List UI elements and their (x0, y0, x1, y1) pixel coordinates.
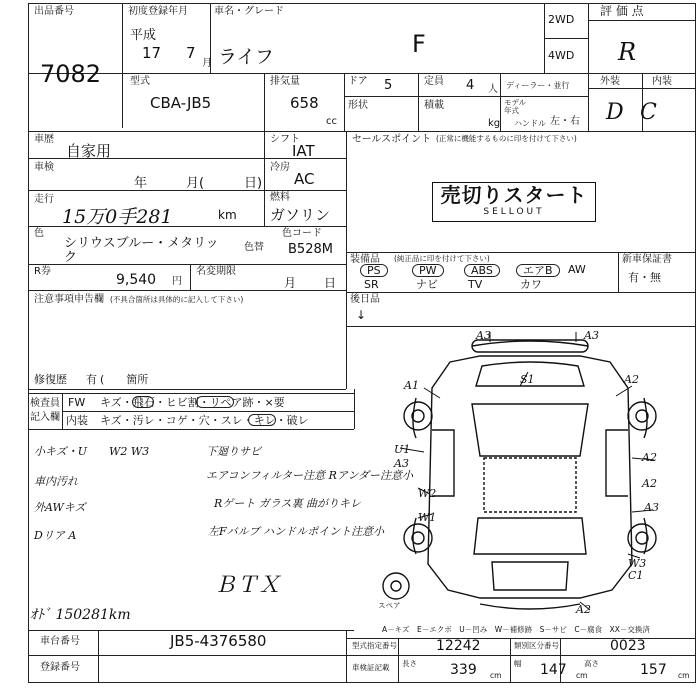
divider (190, 264, 191, 290)
inspector-note-line: 左Fバルブ ハンドルポイント注意小 (208, 525, 385, 538)
width-label: 幅 (514, 659, 522, 668)
inspector-note-line: Dリア A (34, 529, 77, 542)
inspection-year-unit: 年 (134, 176, 148, 191)
sellout-stamp (432, 182, 596, 222)
divider (618, 252, 619, 292)
height-label: 高さ (584, 659, 599, 668)
exterior-grade-label: 外装 (600, 76, 620, 87)
warranty-options: 有・無 (628, 271, 661, 284)
registration-number-label: 登録番号 (40, 662, 80, 673)
color-label: 色 (34, 228, 44, 239)
kg-unit: kg (488, 118, 501, 129)
color-code: B528M (288, 242, 333, 257)
recycle-value: 9,540 (116, 272, 157, 288)
category-number-label: 類別区分番号 (514, 641, 559, 650)
inspection-day-unit: 日) (244, 176, 263, 191)
circle-mark (248, 414, 276, 426)
divider (588, 20, 696, 21)
divider (62, 411, 354, 412)
handle-options: 左・右 (550, 116, 580, 127)
divider (346, 131, 347, 389)
inspector-note-line: エアコンフィルター注意 Rアンダー注意小 (206, 469, 414, 482)
equipment-item: ABS (464, 264, 500, 277)
drive-4wd: 4WD (548, 49, 575, 62)
repair-history-label: 修復歴 (34, 373, 67, 386)
after-parts-label: 後日品 (350, 294, 380, 305)
fuel-value: ガソリン (270, 206, 331, 224)
interior-check-label: 内装 (66, 414, 88, 427)
divider (28, 290, 346, 291)
divider (264, 73, 265, 131)
interior-check-items: キズ・汚レ・コゲ・穴・スレ・キレ・破レ (100, 414, 309, 427)
inspector-label: 検査員 (30, 398, 60, 409)
divider (344, 73, 345, 131)
inspector-note-line: 小キズ・U W2 W3 (34, 445, 150, 458)
car-name: ライフ (218, 46, 274, 68)
equipment-item: PW (412, 264, 444, 277)
chassis-number: JB5-4376580 (170, 632, 267, 650)
handle-label: ハンドル (514, 119, 546, 128)
car-name-label: 車名・グレード (214, 6, 284, 17)
divider (588, 3, 589, 131)
damage-label: W1 (418, 511, 437, 524)
selling-points-label: セールスポイント (352, 134, 432, 145)
color-change-label: 色替 (244, 242, 264, 253)
equipment-item: カワ (520, 278, 542, 291)
odometer-note: ｵﾄﾞ 150281km (30, 607, 131, 623)
circle-mark (196, 396, 234, 408)
load-label: 積載 (424, 100, 444, 111)
month-unit: 月 (202, 58, 212, 69)
divider (346, 630, 347, 683)
divider (346, 326, 696, 327)
length-value: 339 (450, 662, 477, 678)
model-year-label: モデル年式 (504, 98, 527, 115)
inspector-note-line: Rゲート ガラス裏 曲がりキレ (214, 497, 361, 510)
capacity-label: 定員 (424, 76, 444, 87)
divider (62, 393, 63, 429)
divider (264, 131, 265, 227)
exterior-check-label: FW (68, 396, 86, 409)
repair-history-value: 有 (86, 373, 97, 386)
inspection-month-unit: 月( (186, 176, 205, 191)
drive-2wd: 2WD (548, 13, 575, 26)
damage-label: A3 (644, 501, 659, 514)
sellout-stamp-english: SELLOUT (483, 207, 545, 217)
divider (28, 73, 588, 74)
equipment-item: TV (468, 278, 483, 291)
exterior-check-items: キズ・飛石・ヒビ割・リペア跡・×要 (100, 396, 285, 409)
km-unit: km (218, 208, 237, 222)
evaluation-label: 評 価 点 (600, 4, 644, 18)
door-label: ドア (348, 76, 368, 87)
dimensions-label: 車検証記載 (352, 663, 390, 672)
transfer-month-unit: 月 (284, 276, 297, 290)
damage-diagram (380, 328, 696, 624)
transfer-day-unit: 日 (324, 276, 337, 290)
equipment-item: SR (364, 278, 379, 291)
damage-label: A3 (394, 457, 409, 470)
divider (122, 3, 123, 128)
divider (28, 393, 354, 394)
divider (354, 389, 355, 429)
evaluation-score: R (618, 38, 637, 66)
divider (418, 73, 419, 131)
equipment-instruction: (純正品に印を付けて下さい) (394, 254, 490, 263)
height-value: 157 (640, 662, 667, 678)
width-value: 147 (540, 662, 567, 678)
shift-label: シフト (270, 134, 300, 145)
damage-label: A2 (642, 477, 657, 490)
aircon-value: AC (294, 170, 315, 188)
damage-code-legend: A－キズ E－エクボ U－凹み W－補修跡 S－サビ C－腐食 XX－交換済 (382, 625, 650, 634)
model-code: CBA-JB5 (150, 94, 212, 112)
sellout-stamp-japanese: 売切りスタート (440, 183, 588, 207)
repair-places: ( 箇所 (100, 373, 149, 386)
damage-label: A3 (584, 329, 599, 342)
divider (28, 389, 346, 390)
dealer-label: ディーラー・並行 (506, 81, 570, 90)
divider (28, 131, 696, 132)
use-value: 自家用 (66, 142, 112, 160)
color-code-label: 色コード (282, 228, 322, 239)
equipment-item: AW (568, 263, 586, 276)
category-number: 0023 (610, 638, 646, 654)
person-unit: 人 (488, 84, 498, 95)
height-unit: cm (678, 671, 690, 680)
damage-label: W3 (628, 557, 647, 570)
spare-tire-label: スペア (378, 601, 401, 610)
damage-label: W2 (418, 487, 437, 500)
divider (344, 96, 588, 97)
divider (28, 630, 354, 631)
model-label: 型式 (130, 76, 150, 87)
lot-number: 7082 (40, 60, 102, 88)
divider (510, 638, 511, 683)
damage-label: S1 (520, 373, 535, 386)
displacement-value: 658 (290, 94, 319, 112)
circle-mark (132, 396, 154, 408)
transfer-deadline-label: 名変期限 (196, 266, 236, 277)
color-value-line2: ク (64, 250, 78, 265)
aircon-label: 冷房 (270, 162, 290, 173)
selling-points-instruction: (正常に機能するものに印を付けて下さい) (436, 134, 577, 143)
fuel-label: 燃料 (270, 192, 290, 203)
after-parts-value: ↓ (356, 308, 367, 322)
notes-label: 注意事項申告欄 (34, 294, 104, 305)
color-value-line1: シリウスブルー・メタリッ (64, 236, 219, 251)
registration-year: 17 (142, 44, 162, 62)
damage-label: U1 (394, 443, 411, 456)
mileage-value: 15万0手281 (62, 206, 173, 228)
damage-label: A1 (404, 379, 419, 392)
divider (28, 655, 696, 656)
interior-grade-label: 内装 (652, 76, 672, 87)
inspector-note-line: 下廻りサビ (206, 445, 261, 458)
width-unit: cm (576, 671, 588, 680)
notes-instruction: (不具合箇所は具体的に記入して下さい) (110, 295, 244, 304)
use-label: 車歴 (34, 134, 54, 145)
divider (544, 38, 588, 39)
equipment-item: PS (360, 264, 388, 277)
inspector-note-line: 車内汚れ (34, 475, 78, 488)
divider (500, 73, 501, 131)
first-registration-label: 初度登録年月 (128, 6, 188, 17)
registration-era: 平成 (130, 28, 157, 43)
damage-label: A3 (476, 329, 491, 342)
inspection-label: 車検 (34, 162, 54, 173)
damage-label: C1 (628, 569, 644, 582)
divider (28, 429, 354, 430)
yen-unit: 円 (172, 276, 182, 287)
chassis-number-label: 車台番号 (40, 636, 80, 647)
length-label: 長さ (402, 659, 417, 668)
damage-label: A2 (576, 603, 591, 616)
type-designation-label: 型式指定番号 (352, 641, 397, 650)
inspector-note-line: 外AWキズ (34, 501, 86, 514)
registration-month: 7 (186, 44, 196, 62)
car-grade: F (412, 30, 426, 58)
equipment-item: エアB (516, 264, 560, 277)
equipment-item: ナビ (416, 278, 438, 291)
type-designation-number: 12242 (436, 638, 481, 654)
door-count: 5 (384, 78, 393, 93)
shift-value: IAT (292, 142, 315, 160)
displacement-label: 排気量 (270, 76, 300, 87)
bottom-code: ＢＴＸ (214, 573, 281, 598)
damage-label: A2 (624, 373, 639, 386)
capacity-value: 4 (466, 78, 475, 93)
cc-unit: cc (326, 116, 337, 127)
shape-label: 形状 (348, 100, 368, 111)
length-unit: cm (490, 671, 502, 680)
divider (346, 252, 696, 253)
damage-label: A2 (642, 451, 657, 464)
recycle-label: R券 (34, 266, 51, 277)
equipment-label: 装備品 (350, 254, 380, 265)
lot-number-label: 出品番号 (34, 6, 74, 17)
divider (346, 292, 696, 293)
divider (98, 630, 99, 683)
interior-grade: C (640, 100, 657, 125)
inspector-entry-label: 記入欄 (30, 412, 60, 423)
warranty-label: 新車保証書 (622, 254, 672, 265)
mileage-label: 走行 (34, 194, 54, 205)
exterior-grade: D (606, 100, 624, 125)
divider (398, 638, 399, 683)
